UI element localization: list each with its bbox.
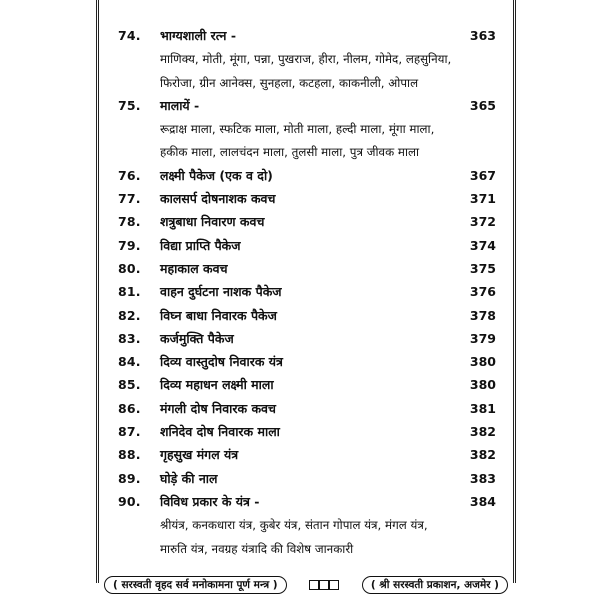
entry-number: 76.	[118, 167, 141, 183]
toc-entry-row	[118, 166, 496, 189]
entry-title: लक्ष्मी पैकेज (एक व दो)	[160, 167, 273, 183]
entry-number: 90.	[118, 493, 141, 509]
entry-page-number: 382	[469, 447, 496, 463]
footer-publisher: ( श्री सरस्वती प्रकाशन, अजमेर )	[362, 576, 508, 594]
entry-number: 85.	[118, 377, 141, 393]
entry-page-number: 375	[469, 260, 496, 276]
entry-page-number: 380	[469, 377, 496, 393]
toc-entry	[118, 352, 496, 375]
entry-title: मंगली दोष निवारक कवच	[160, 400, 276, 416]
entry-title: विघ्न बाधा निवारक पैकेज	[160, 307, 277, 323]
toc-entry-row	[118, 26, 496, 49]
toc-entry	[118, 469, 496, 492]
entry-title: शनिदेव दोष निवारक माला	[160, 424, 280, 440]
entry-number: 87.	[118, 424, 141, 440]
entry-page-number: 384	[469, 493, 496, 509]
toc-entry-row	[118, 422, 496, 445]
entry-number: 79.	[118, 237, 141, 253]
toc-entry	[118, 492, 496, 562]
entry-page-number: 378	[469, 307, 496, 323]
toc-entry	[118, 189, 496, 212]
toc-entry-row	[118, 469, 496, 492]
entry-number: 81.	[118, 284, 141, 300]
toc-entry	[118, 26, 496, 96]
entry-number: 77.	[118, 191, 141, 207]
entry-number: 75.	[118, 97, 141, 113]
toc-entry	[118, 329, 496, 352]
entry-title: विद्या प्राप्ति पैकेज	[160, 237, 241, 253]
entry-page-number: 372	[469, 214, 496, 230]
entry-sub-line: माणिक्य, मोती, मूंगा, पन्ना, पुखराज, हीरा, नीलम, गोमेद, लहसुनिया,	[160, 52, 452, 67]
toc-entry	[118, 166, 496, 189]
page-footer	[96, 574, 516, 596]
entry-page-number: 374	[469, 237, 496, 253]
entry-number: 84.	[118, 354, 141, 370]
entry-number: 80.	[118, 260, 141, 276]
entry-title: कर्जमुक्ति पैकेज	[160, 330, 234, 346]
toc-entry-row	[118, 96, 496, 119]
entry-number: 74.	[118, 28, 141, 43]
toc-entry	[118, 422, 496, 445]
toc-entry	[118, 96, 496, 166]
entry-number: 86.	[118, 400, 141, 416]
entry-sub-line: रूद्राक्ष माला, स्फटिक माला, मोती माला, हल्दी माला, मूंगा माला,	[160, 122, 435, 137]
toc-entry	[118, 282, 496, 305]
entry-page-number: 382	[469, 424, 496, 440]
entry-page-number: 367	[469, 167, 496, 183]
entry-title: शत्रुबाधा निवारण कवच	[160, 214, 265, 230]
entry-title: दिव्य महाधन लक्ष्मी माला	[160, 377, 274, 393]
entry-number: 78.	[118, 214, 141, 230]
toc-entry	[118, 375, 496, 398]
entry-number: 88.	[118, 447, 141, 463]
toc-entry	[118, 212, 496, 235]
toc-entry-row	[118, 375, 496, 398]
toc-entry-row	[118, 329, 496, 352]
entry-number: 83.	[118, 330, 141, 346]
toc-entry-row	[118, 352, 496, 375]
footer-ornament	[309, 580, 339, 590]
toc-entry-row	[118, 282, 496, 305]
toc-entry-row	[118, 445, 496, 468]
entry-page-number: 365	[469, 97, 496, 113]
entry-title: कालसर्प दोषनाशक कवच	[160, 191, 276, 207]
table-of-contents	[118, 26, 496, 562]
toc-entry-row	[118, 189, 496, 212]
toc-entry-row	[118, 236, 496, 259]
footer-book-title: ( सरस्वती वृहद सर्व मनोकामना पूर्ण मन्त्र )	[104, 576, 287, 594]
entry-page-number: 363	[469, 28, 496, 43]
entry-title: मालायें -	[160, 97, 200, 113]
entry-sub-line: मारुति यंत्र, नवग्रह यंत्रादि की विशेष जानकारी	[160, 541, 354, 556]
entry-page-number: 371	[469, 191, 496, 207]
entry-number: 82.	[118, 307, 141, 323]
entry-title: महाकाल कवच	[160, 260, 228, 276]
entry-sub-line: फिरोजा, ग्रीन आनेक्स, सुनहला, कटहला, काकनीली, ओपाल	[160, 75, 419, 90]
entry-title: दिव्य वास्तुदोष निवारक यंत्र	[160, 354, 283, 370]
toc-entry	[118, 236, 496, 259]
toc-entry-row	[118, 399, 496, 422]
entry-title: भाग्यशाली रत्न -	[160, 28, 237, 43]
entry-title: वाहन दुर्घटना नाशक पैकेज	[160, 284, 282, 300]
entry-number: 89.	[118, 470, 141, 486]
toc-entry	[118, 306, 496, 329]
toc-entry	[118, 445, 496, 468]
entry-title: विविध प्रकार के यंत्र -	[160, 493, 260, 509]
toc-entry	[118, 399, 496, 422]
toc-entry-row	[118, 492, 496, 515]
toc-entry-row	[118, 212, 496, 235]
entry-page-number: 383	[469, 470, 496, 486]
entry-sub-line: हकीक माला, लालचंदन माला, तुलसी माला, पुत्र जीवक माला	[160, 145, 420, 160]
entry-title: गृहसुख मंगल यंत्र	[160, 447, 239, 463]
toc-entry-row	[118, 259, 496, 282]
entry-page-number: 376	[469, 284, 496, 300]
entry-page-number: 379	[469, 330, 496, 346]
toc-entry-row	[118, 306, 496, 329]
entry-page-number: 380	[469, 354, 496, 370]
entry-sub-line: श्रीयंत्र, कनकधारा यंत्र, कुबेर यंत्र, संतान गोपाल यंत्र, मंगल यंत्र,	[160, 518, 428, 533]
entry-page-number: 381	[469, 400, 496, 416]
toc-entry	[118, 259, 496, 282]
entry-title: घोड़े की नाल	[160, 470, 218, 486]
